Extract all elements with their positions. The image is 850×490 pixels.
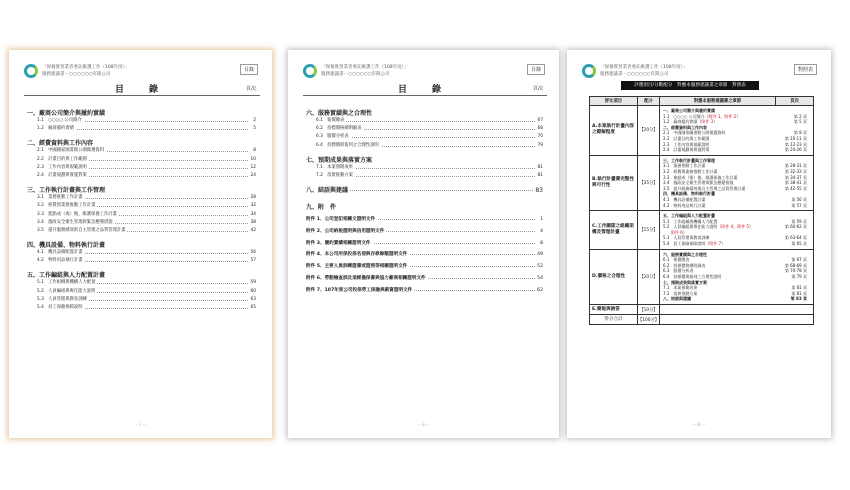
chapter-page: 第 79 頁 bbox=[791, 274, 807, 280]
toc-item[interactable] bbox=[306, 125, 543, 133]
criteria-cell: A.本案執行計畫內容之瞭解程度 bbox=[590, 106, 638, 156]
toc-page-number: 12 bbox=[250, 164, 256, 170]
chapter-page: 第 81 頁 bbox=[791, 285, 807, 291]
chapter-text: 2.4 計畫規劃與實施對策 bbox=[663, 147, 710, 153]
chapter-cell bbox=[660, 155, 814, 210]
criteria-cell: D.價格之合理性 bbox=[590, 249, 638, 304]
chapter-text: 2.1 中國國家圖書館公開徵選資料 bbox=[663, 130, 726, 136]
attachment-label: 附件 3、履約實績相關證明文件 bbox=[306, 240, 371, 246]
toc-item-label: 3.2 經費與業務推動工作計畫 bbox=[37, 203, 96, 209]
chapter-page: 第 32-33 頁 bbox=[784, 168, 807, 174]
toc-page-number: 49 bbox=[535, 249, 543, 260]
toc-item[interactable] bbox=[27, 304, 256, 312]
toc-page-number: 4 bbox=[538, 226, 543, 237]
page-footer: － i － bbox=[134, 422, 147, 427]
toc-page-number: 70 bbox=[537, 134, 543, 140]
criteria-cell: B.執行計畫書完整性與可行性 bbox=[590, 155, 638, 210]
chapter-text-tail: ） bbox=[749, 224, 754, 230]
score-cell: 【20分】 bbox=[638, 249, 660, 304]
toc-page-number: 32 bbox=[250, 203, 256, 209]
attachment-label: 附件 2、公司納稅證明與信用證明文件 bbox=[306, 228, 385, 234]
toc-item-label: 2.3 工作內容與規範說明 bbox=[37, 164, 87, 170]
chapter-cell bbox=[660, 106, 814, 156]
chapter-text: 6.3 服價分析表 bbox=[663, 268, 694, 274]
chapter-page: 第 57 頁 bbox=[791, 202, 807, 208]
attachment-item[interactable] bbox=[306, 273, 543, 285]
toc-item[interactable] bbox=[27, 211, 256, 219]
toc-section-label: 八、結語與建議 bbox=[306, 187, 349, 195]
header-project-title: 「保養實習業者委託維護工作（108年度）」 bbox=[321, 65, 409, 70]
chapter-text-tail: ） bbox=[736, 113, 741, 119]
header-score: 配分 bbox=[638, 97, 660, 106]
chapter-text: 7.2 落實推動方案 bbox=[663, 290, 698, 296]
chapter-cell bbox=[660, 211, 814, 250]
chapter-page: 第 59 頁 bbox=[791, 218, 807, 224]
chapter-text: 5.2 人員編組與專任能力說明（ bbox=[663, 224, 722, 230]
chapter-page: 第 68-69 頁 bbox=[784, 262, 807, 268]
attachment-label: 附件 7、107年度公司投保勞工保險與薪資證明文件 bbox=[306, 287, 413, 293]
score-cell: 【15分】 bbox=[638, 211, 660, 250]
toc-page-number: 62 bbox=[535, 285, 543, 296]
chapter-text: 三、工作執行計畫與工作管理 bbox=[663, 157, 715, 163]
chapter-page: 第 63-64 頁 bbox=[784, 235, 807, 241]
page-title: 目 錄 bbox=[397, 85, 449, 95]
toc-page-number: 42 bbox=[250, 227, 256, 233]
chapter-page: 第 56 頁 bbox=[791, 196, 807, 202]
page-column-label: 頁次 bbox=[245, 86, 256, 92]
header-proposal-title: 服務建議書－○○○○○○有限公司 bbox=[42, 72, 111, 77]
attachment-item[interactable] bbox=[306, 249, 543, 261]
toc-page-number: 34 bbox=[250, 211, 256, 217]
score-cell: 【10分】 bbox=[638, 305, 660, 315]
toc-item[interactable] bbox=[27, 202, 256, 210]
chapter-text: 六、服務實績與之合理性 bbox=[663, 251, 707, 257]
toc-page-2[interactable] bbox=[288, 50, 559, 438]
attachment-ref: 附件 6 bbox=[671, 229, 683, 235]
table-row bbox=[590, 106, 814, 156]
toc-section-heading[interactable]: 三、工作執行計畫與工作管理 bbox=[27, 187, 106, 195]
chapter-text: 八、結語與建議 bbox=[663, 296, 691, 302]
toc-page-number: 8 bbox=[538, 238, 543, 249]
chapter-text: 5.1 工作組織與機構人力配置 bbox=[663, 218, 718, 224]
toc-page-number: 56 bbox=[250, 250, 256, 256]
chapter-text: 6.1 報價總表 bbox=[663, 257, 690, 263]
company-logo-icon bbox=[24, 64, 38, 78]
attachment-label: 附件 5、主要人員訓練證書或證照等相關證明文件 bbox=[306, 264, 408, 270]
toc-page-number: 28 bbox=[250, 195, 256, 201]
header-pages: 頁次 bbox=[776, 97, 814, 106]
table-of-contents bbox=[27, 103, 256, 312]
chapter-page: 第 67 頁 bbox=[791, 257, 807, 263]
chapter-page: 第 81 頁 bbox=[791, 290, 807, 296]
page-footer: － iii － bbox=[692, 422, 706, 427]
toc-page-number: 83 bbox=[535, 187, 543, 195]
chapter-text: 3.5 提升服務績效與自主管理之品質管理計畫 bbox=[663, 185, 746, 191]
toc-page-number: 1 bbox=[538, 214, 543, 225]
page-footer: － ii － bbox=[417, 422, 430, 427]
toc-item[interactable] bbox=[27, 147, 256, 155]
toc-item[interactable] bbox=[306, 142, 543, 150]
criteria-cell: C.工作團隊之組織架構及管理計畫 bbox=[590, 211, 638, 250]
chapter-text: 2.2 計畫目的與工作範圍 bbox=[663, 135, 710, 141]
company-logo-icon bbox=[582, 64, 596, 78]
attachment-ref: 附件 3 bbox=[701, 119, 714, 125]
chapter-text: 1.2 廠商履約實績（ bbox=[663, 119, 702, 125]
divider bbox=[24, 95, 260, 96]
chapter-page: 第 60-62 頁 bbox=[784, 224, 807, 230]
chapter-cell bbox=[660, 249, 814, 304]
toc-page-number: 68 bbox=[537, 126, 543, 132]
toc-section-heading[interactable]: 九、附 件 bbox=[306, 203, 337, 211]
chapter-line[interactable] bbox=[663, 147, 810, 153]
toc-item-label: 5.2 人員編組與專任能力說明 bbox=[37, 288, 96, 294]
chapter-text: 5.3 人員管理與教育訓練 bbox=[663, 235, 710, 241]
toc-item[interactable] bbox=[306, 117, 543, 125]
score-cell: 【100分】 bbox=[638, 315, 660, 325]
chapter-page: 第 12-23 頁 bbox=[784, 141, 807, 147]
toc-item[interactable] bbox=[27, 296, 256, 304]
chapter-text: 七、預期成果與落實方案 bbox=[663, 279, 707, 285]
chapter-text: 3.1 業務推動工作計畫 bbox=[663, 163, 706, 169]
toc-item-label: 4.2 物料用品執行計畫 bbox=[37, 258, 83, 264]
toc-item[interactable] bbox=[306, 164, 543, 172]
toc-item-label: 3.1 業務推動工作計畫 bbox=[37, 195, 83, 201]
toc-page-number: 63 bbox=[250, 296, 256, 302]
chapter-page: 第 65 頁 bbox=[791, 241, 807, 247]
section-tag: 對照表 bbox=[794, 64, 817, 75]
toc-page-number: 38 bbox=[250, 219, 256, 225]
chapter-text: 3.2 經費與業務推動工作計畫 bbox=[663, 168, 718, 174]
leader-dots bbox=[316, 121, 535, 122]
toc-item-label: 5.3 人員管理與教育訓練 bbox=[37, 296, 87, 302]
toc-item-label: 3.4 施政安全衛生管理與緊急應變措施 bbox=[37, 219, 113, 225]
chapter-page: 第 83 頁 bbox=[790, 296, 807, 302]
chapter-text: 4.1 機具設備配置計畫 bbox=[663, 196, 706, 202]
toc-item-label: 3.3 進點成（或）後，維護保養工作計畫 bbox=[37, 211, 117, 217]
attachment-label: 附件 4、本公司所保投保名冊與存款餘額證明文件 bbox=[306, 252, 408, 258]
attachment-item[interactable] bbox=[306, 226, 543, 238]
toc-item[interactable] bbox=[27, 279, 256, 287]
criteria-cell: E.簡報與詢答 bbox=[590, 305, 638, 315]
chapter-page: 第 42-55 頁 bbox=[784, 185, 807, 191]
toc-page-number: 60 bbox=[250, 288, 256, 294]
toc-item-label: 1.1 ○○○○ 公司簡介 bbox=[37, 118, 82, 123]
toc-section-heading[interactable]: 四、機具設備、物料執行計畫 bbox=[27, 242, 106, 250]
section-tag: 目錄 bbox=[240, 64, 258, 75]
toc-item-label: 5.1 工作組織與機構人力配置 bbox=[37, 280, 96, 286]
toc-item-label: 6.3 服價分析表 bbox=[316, 134, 349, 140]
chapter-page: 第 10-11 頁 bbox=[784, 135, 807, 141]
toc-item[interactable] bbox=[27, 257, 256, 265]
toc-item[interactable] bbox=[306, 172, 543, 180]
table-row bbox=[590, 155, 814, 210]
toc-section-heading[interactable] bbox=[306, 185, 543, 197]
page-column-label: 頁次 bbox=[532, 86, 543, 92]
chapter-line[interactable] bbox=[663, 296, 810, 302]
toc-page-number: 52 bbox=[535, 261, 543, 272]
toc-item[interactable] bbox=[27, 164, 256, 172]
chapter-text: 5.4 員工保險保障說明（ bbox=[663, 241, 710, 247]
chapter-text: 2.3 工作內容與規範說明 bbox=[663, 141, 710, 147]
toc-item-label: 1.2 廠商履約實績 bbox=[37, 126, 74, 132]
attachment-ref: 附件 7 bbox=[709, 241, 722, 247]
toc-page-number: 59 bbox=[250, 280, 256, 286]
chapter-text: 7.1 本案預期成果 bbox=[663, 285, 698, 291]
toc-section-heading[interactable]: 六、服務實績與之合理性 bbox=[306, 110, 373, 117]
toc-item[interactable] bbox=[27, 156, 256, 164]
section-tag: 目錄 bbox=[527, 64, 545, 75]
toc-page-number: 5 bbox=[253, 126, 256, 132]
toc-item-label: 3.5 提升服務績效與自主管理之品質管理計畫 bbox=[37, 227, 126, 233]
chapter-text: 一、廠商公司簡介與履約實績 bbox=[663, 108, 715, 113]
toc-page-number: 81 bbox=[537, 172, 543, 178]
toc-item[interactable] bbox=[27, 117, 256, 125]
toc-section-heading[interactable]: 一、廠商公司簡介與履約實績 bbox=[27, 110, 106, 117]
header-chapters: 對應本服務建議書之章節 bbox=[660, 97, 776, 106]
toc-item[interactable] bbox=[27, 288, 256, 296]
toc-page-number: 67 bbox=[537, 118, 543, 123]
toc-item-label: 4.1 機具設備配置計畫 bbox=[37, 250, 83, 256]
attachment-item[interactable] bbox=[306, 214, 543, 226]
toc-item[interactable] bbox=[27, 194, 256, 202]
toc-page-number: 65 bbox=[250, 305, 256, 310]
toc-item[interactable] bbox=[27, 172, 256, 180]
toc-item[interactable] bbox=[27, 219, 256, 227]
toc-page-number: 54 bbox=[535, 273, 543, 284]
company-logo-icon bbox=[303, 64, 317, 78]
header-project-title: 「保養實習業者委託維護工作（108年度）」 bbox=[42, 65, 130, 70]
header-criteria: 評比項目 bbox=[590, 97, 638, 106]
toc-item-label: 7.2 落實推動方案 bbox=[316, 172, 353, 178]
toc-section-heading[interactable]: 五、工作編組與人力配置計畫 bbox=[27, 272, 106, 280]
chapter-text: 6.2 投標價格總明細表 bbox=[663, 262, 706, 268]
chapter-text: 3.4 施政安全衛生管理與緊急應變措施 bbox=[663, 180, 734, 186]
chapter-text: 6.4 投標價與報到之合理性說明 bbox=[663, 274, 722, 280]
divider bbox=[303, 95, 547, 96]
chapter-text-tail: ） bbox=[713, 119, 718, 125]
criteria-cell: 得分合計 bbox=[590, 315, 638, 325]
comparison-page[interactable] bbox=[567, 50, 831, 438]
chapter-line[interactable] bbox=[663, 241, 810, 247]
toc-page-number: 81 bbox=[537, 164, 543, 170]
toc-page-number: 79 bbox=[537, 142, 543, 148]
table-of-contents bbox=[306, 103, 543, 297]
chapter-text: 四、機具設備、物料執行計畫 bbox=[663, 191, 715, 197]
chapter-page: 第 34-37 頁 bbox=[784, 174, 807, 180]
toc-section-heading[interactable]: 七、預期成果與落實方案 bbox=[306, 156, 373, 164]
attachment-ref: 附件 1、附件 2 bbox=[708, 113, 737, 119]
score-cell: 【35分】 bbox=[638, 155, 660, 210]
chapter-text-tail: ） bbox=[721, 241, 726, 247]
toc-page-1[interactable] bbox=[9, 50, 272, 438]
table-row bbox=[590, 305, 814, 315]
toc-item[interactable] bbox=[306, 133, 543, 141]
chapter-cell bbox=[660, 315, 814, 325]
evaluation-table bbox=[589, 96, 814, 325]
toc-item[interactable] bbox=[27, 249, 256, 257]
header-project-title: 「保養實習業者委託維護工作（108年度）」 bbox=[600, 65, 688, 70]
chapter-text: 五、工作編組與人力配置計畫 bbox=[663, 213, 715, 219]
chapter-text: 二、經費資料與工作內容 bbox=[663, 124, 707, 130]
score-cell: 【20分】 bbox=[638, 106, 660, 156]
toc-page-number: 8 bbox=[253, 148, 256, 154]
chapter-page: 第 28-31 頁 bbox=[784, 163, 807, 169]
attachment-label: 附件 6、勞動檢查訓及須經擔保書與協力廠商相關證明文件 bbox=[306, 275, 426, 281]
chapter-text-tail: ） bbox=[682, 229, 687, 235]
toc-item-label: 6.2 投標價格總明細表 bbox=[316, 126, 362, 132]
toc-item-label: 6.1 報價總表 bbox=[316, 118, 345, 123]
attachment-label: 附件 1、公司登記相關文證明文件 bbox=[306, 216, 376, 222]
toc-item-label: 5.4 員工保險保障說明 bbox=[37, 305, 83, 310]
chapter-page: 第 2 頁 bbox=[793, 113, 807, 119]
table-row bbox=[590, 211, 814, 250]
attachment-item[interactable] bbox=[306, 238, 543, 250]
header-proposal-title: 服務建議書－○○○○○○有限公司 bbox=[321, 72, 390, 77]
toc-item-label: 7.1 本案預期成果 bbox=[316, 164, 353, 170]
page-title: 目 錄 bbox=[114, 85, 166, 95]
toc-page-number: 57 bbox=[250, 258, 256, 264]
chapter-page: 第 5 頁 bbox=[793, 119, 807, 125]
chapter-text: 1.1 ○○○○ 公司簡介（ bbox=[663, 113, 709, 119]
attachment-item[interactable] bbox=[306, 285, 543, 297]
chapter-line[interactable] bbox=[663, 203, 810, 209]
chapter-cell bbox=[660, 305, 814, 315]
toc-item-label: 6.4 投標價與報到之合理性說明 bbox=[316, 142, 379, 148]
chapter-text: 3.3 進點成（後）後，維護保養工作計畫 bbox=[663, 174, 738, 180]
attachment-ref: 附件 4、附件 5 bbox=[721, 224, 750, 230]
toc-item[interactable] bbox=[27, 227, 256, 235]
toc-item-label: 2.4 計畫規劃與實施對策 bbox=[37, 172, 87, 178]
table-row bbox=[590, 315, 814, 325]
header-proposal-title: 服務建議書－○○○○○○有限公司 bbox=[600, 72, 669, 77]
chapter-page: 第 38-41 頁 bbox=[784, 180, 807, 186]
toc-page-number: 10 bbox=[250, 156, 256, 162]
toc-item-label: 2.1 中國國家圖書館公開徵選資料 bbox=[37, 148, 104, 154]
chapter-text: 4.2 物料用品執行計畫 bbox=[663, 202, 706, 208]
toc-item-label: 2.2 計畫目的與工作範圍 bbox=[37, 156, 87, 162]
toc-page-number: 24 bbox=[250, 172, 256, 178]
toc-page-number: 2 bbox=[253, 118, 256, 123]
table-banner: 評選項目/分數配分 對應本服務建議書之章節 對照表 bbox=[621, 81, 759, 90]
toc-section-heading[interactable]: 二、經費資料與工作內容 bbox=[27, 140, 94, 148]
chapter-page: 第 70-78 頁 bbox=[784, 268, 807, 274]
attachment-item[interactable] bbox=[306, 261, 543, 273]
table-row bbox=[590, 249, 814, 304]
chapter-page: 第 8 頁 bbox=[793, 130, 807, 136]
toc-item[interactable] bbox=[27, 125, 256, 133]
chapter-page: 第 24-26 頁 bbox=[784, 147, 807, 153]
